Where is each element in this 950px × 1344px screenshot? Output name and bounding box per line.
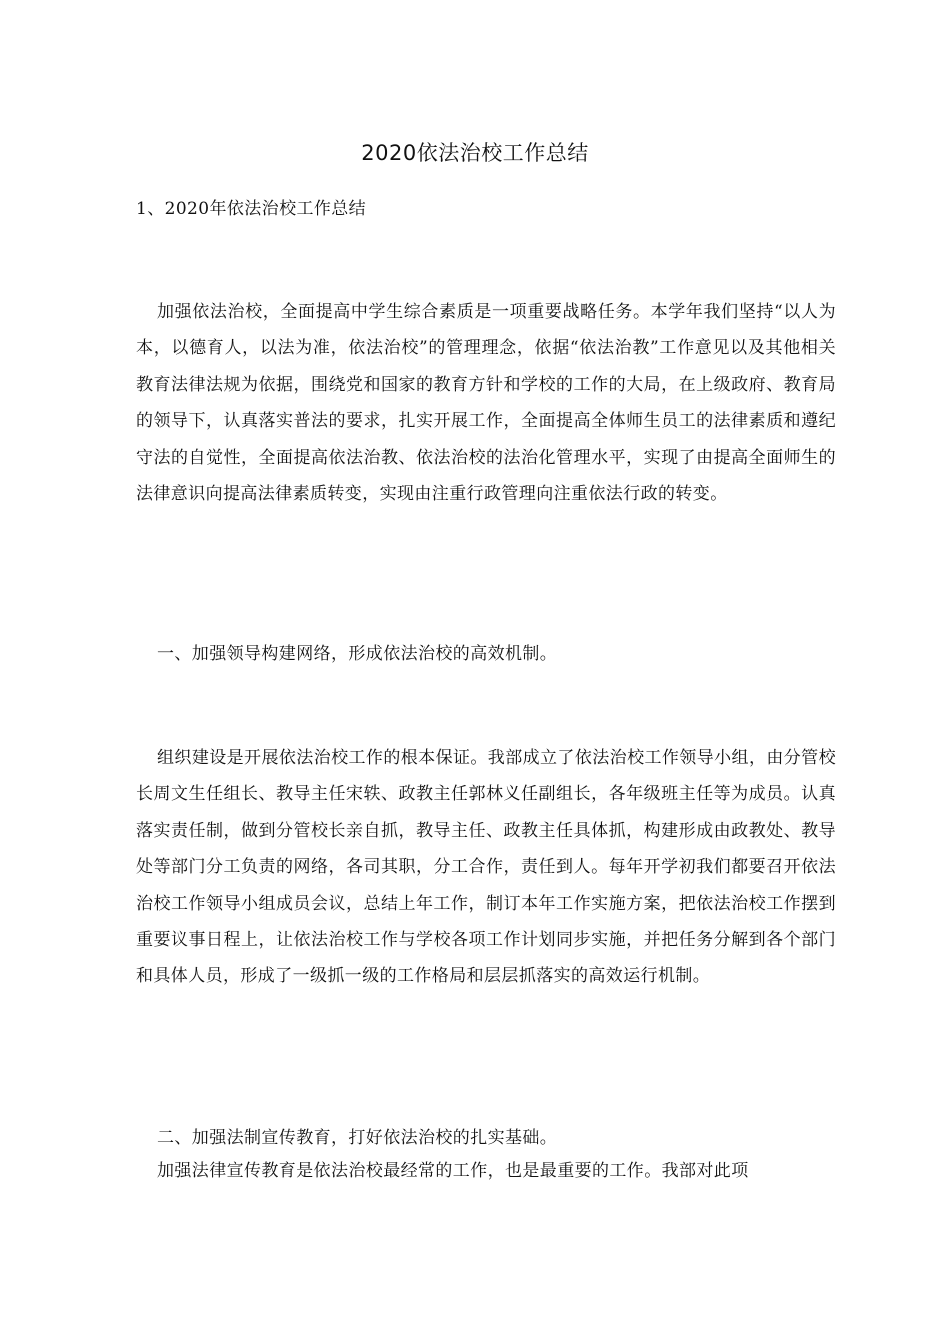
section-heading-2: 二、加强法制宣传教育，打好依法治校的扎实基础。 bbox=[157, 1128, 558, 1148]
intro-paragraph: 加强依法治校，全面提高中学生综合素质是一项重要战略任务。本学年我们坚持“以人为本，以德育人，以法为准，依法治校”的管理理念，依据“依法治教”工作意见以及其他相关教育法律法规为依据，围绕党和国家的教育方针和学校的工作的大局，在上级政府、教育局的领导下，认真落实普法的要求，扎实开展工作，全面提高全体师生员工的法律素质和遵纪守法的自觉性，全面提高依法治教、依法治校的法治化管理水平，实现了由提高全面师生的法律意识向提高法律素质转变，实现由注重行政管理向注重依法行政的转变。 bbox=[136, 302, 836, 505]
section-paragraph-1: 组织建设是开展依法治校工作的根本保证。我部成立了依法治校工作领导小组，由分管校长周文生任组长、教导主任宋轶、政教主任郭林义任副组长，各年级班主任等为成员。认真落实责任制，做到分管校长亲自抓，教导主任、政教主任具体抓，构建形成由政教处、教导处等部门分工负责的网络，各司其职，分工合作，责任到人。每年开学初我们都要召开依法治校工作领导小组成员会议，总结上年工作，制订本年工作实施方案，把依法治校工作摆到重要议事日程上，让依法治校工作与学校各项工作计划同步实施，并把任务分解到各个部门和具体人员，形成了一级抓一级的工作格局和层层抓落实的高效运行机制。 bbox=[136, 748, 836, 987]
section-paragraph-2: 加强法律宣传教育是依法治校最经常的工作，也是最重要的工作。我部对此项 bbox=[157, 1161, 749, 1181]
document-title: 2020依法治校工作总结 bbox=[361, 141, 589, 165]
document-subtitle: 1、2020年依法治校工作总结 bbox=[136, 199, 367, 219]
section-heading-1: 一、加强领导构建网络，形成依法治校的高效机制。 bbox=[157, 644, 558, 664]
